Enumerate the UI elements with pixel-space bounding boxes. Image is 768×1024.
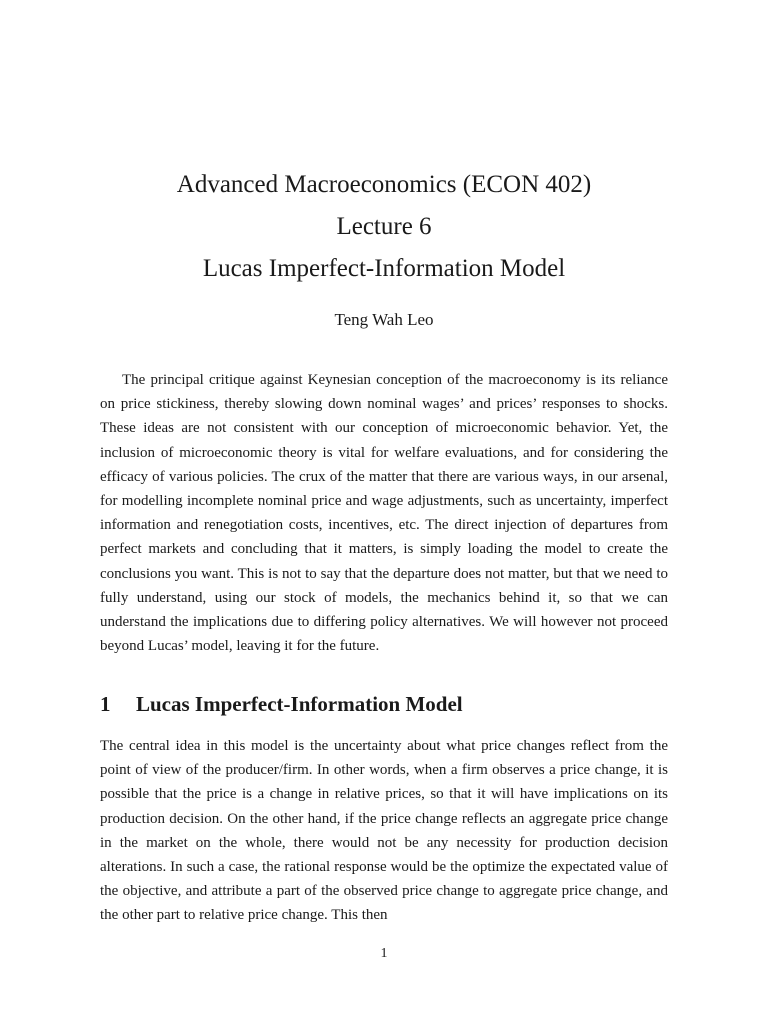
author-name: Teng Wah Leo	[334, 310, 434, 329]
course-title: Advanced Macroeconomics (ECON 402)	[176, 171, 592, 198]
page-number: 1	[380, 946, 388, 961]
intro-paragraph: The principal critique against Keynesian conception of the macroeconomy is its reliance on price stickiness, thereby slowing down nominal wages’ and prices’ responses to shocks. These ideas are not consistent with our conception of microeconomic behavior. Yet, the inclusion of microeconomic theory is vital for welfare evaluations, and for considering the efficacy of various policies. The crux of the matter that there are various ways, in our arsenal, for modelling incomplete nominal price and wage adjustments, such as uncertainty, imperfect information and renegotiation costs, incentives, etc. The direct injection of departures from perfect markets and concluding that it matters, is simply loading the model to create the conclusions you want. This is not to say that the departure does not matter, but that we need to fully understand, using our stock of models, the mechanics behind it, so that we can understand the implications due to differing policy alternatives. We will however not proceed beyond Lucas’ model, leaving it for the future.	[100, 372, 668, 655]
section-number: 1	[100, 692, 111, 716]
title-block	[0, 164, 768, 290]
section-title: Lucas Imperfect-Information Model	[136, 692, 463, 716]
section-heading	[100, 689, 668, 719]
section-paragraph: The central idea in this model is the uncertainty about what price changes reflect from the point of view of the producer/firm. In other words, when a firm observes a price change, it is possible that the price is a change in relative prices, so that it will have implications on its production decision. On the other hand, if the price change reflects an aggregate price change in the market on the whole, there would not be any necessity for production decision alterations. In such a case, the rational response would be the optimize the expectated value of the objective, and attribute a part of the observed price change to aggregate price change, and the other part to relative price change. This then	[100, 738, 668, 924]
lecture-title: Lucas Imperfect-Information Model	[202, 255, 566, 282]
lecture-number: Lecture 6	[336, 213, 432, 240]
